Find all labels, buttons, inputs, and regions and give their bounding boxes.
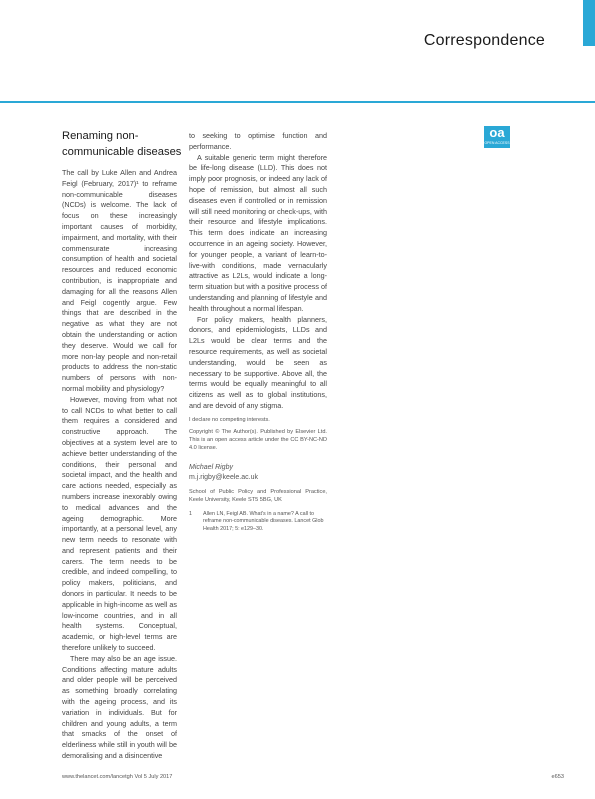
footer-page-number: e653 <box>551 774 564 780</box>
footer-journal-info: www.thelancet.com/lancetgh Vol 5 July 2017 <box>62 774 173 780</box>
header-rule <box>0 101 595 103</box>
author-name: Michael Rigby <box>189 463 233 471</box>
open-access-badge <box>484 126 510 148</box>
section-title: Correspondence <box>423 32 545 49</box>
body-paragraph: There may also be an age issue. Conditions affecting mature adults and older people will be perceived as something broadly correlating with the ageing process, and its variation in individuals. But for children and young adults, a term that smacks of the onset of elderliness while still in youth will be demoralising and a disincentive <box>62 653 177 761</box>
article-column-2 <box>189 131 327 533</box>
author-affiliation: School of Public Policy and Professional Practice, Keele University, Keele ST5 5BG, UK <box>189 489 327 504</box>
oa-badge-sublabel: OPEN ACCESS <box>484 141 510 145</box>
article-column-1 <box>62 168 177 762</box>
reference-item <box>189 511 327 534</box>
body-paragraph: However, moving from what not to call NCDs to what better to call them requires a considered and constructive approach. The objectives at a system level are to achieve better understanding of the conditions, their personal and societal impact, and the health and care actions needed, especially as numbers increase inexorably owing to medical advances and the ageing demographic. More importantly, at a personal level, any new term needs to resonate with and represent patients and their carers. The term needs to be credible, and indeed compelling, to policy makers, politicians, and donors in particular. It needs to be applicable in high-income as well as low-income countries, and in all health systems. Conceptual, academic, or high-level terms are therefore unlikely to succeed. <box>62 394 177 653</box>
copyright-notice: Copyright © The Author(s). Published by Elsevier Ltd. This is an open access article under the CC BY-NC-ND 4.0 license. <box>189 428 327 452</box>
reference-text: Allen LN, Feigl AB. What's in a name? A call to reframe non-communicable diseases. Lancet Glob Health 2017; 5: e129–30. <box>203 510 324 532</box>
body-paragraph: The call by Luke Allen and Andrea Feigl (February, 2017)¹ to reframe non-communicable diseases (NCDs) is welcome. The lack of focus on these increasingly important causes of morbidity, impairment, and mortality, with their commensurate increasing consumption of health and societal resources and reduced economic contribution, is inappropriate and damaging for all the reasons Allen and Feigl cogently argue. Few things that are described in the negative as what they are not obtain the understanding or action they deserve. Would we call for more non-lay people and non-retail products to address the non-static numbers of persons with non-normal mobility and physiology? <box>62 168 177 393</box>
edge-color-bar <box>583 0 595 46</box>
oa-badge-label: oa <box>489 125 505 140</box>
body-paragraph: to seeking to optimise function and performance. <box>189 131 327 151</box>
article-title: Renaming non-communicable diseases <box>62 130 182 158</box>
body-paragraph: A suitable generic term might therefore be life-long disease (LLD). This does not imply poor prognosis, or indeed any lack of hope of remission, but almost all such diseases even if controlled or in remission will still need monitoring or check-ups, with their resource and lifestyle implications. This term does indicate an increasing occurrence in an ageing society. However, for younger people, a variant of learn-to-live-with conditions, made vernacularly attractive as L2Ls, would indicate a long-term situation but with a positive process of understanding and planning of lifestyle and health throughout a normal lifespan. <box>189 152 327 313</box>
reference-number: 1 <box>189 510 192 517</box>
competing-interests: I declare no competing interests. <box>189 416 270 423</box>
body-paragraph: For policy makers, health planners, donors, and epidemiologists, LLDs and L2Ls would be clear terms and the resource requirements, as well as societal understanding, would be seen as necessary to be supportive. Above all, the terms would be equally meaningful to all citizens as well as to global institutions, and are devoid of any stigma. <box>189 314 327 410</box>
author-email[interactable]: m.j.rigby@keele.ac.uk <box>189 474 258 482</box>
